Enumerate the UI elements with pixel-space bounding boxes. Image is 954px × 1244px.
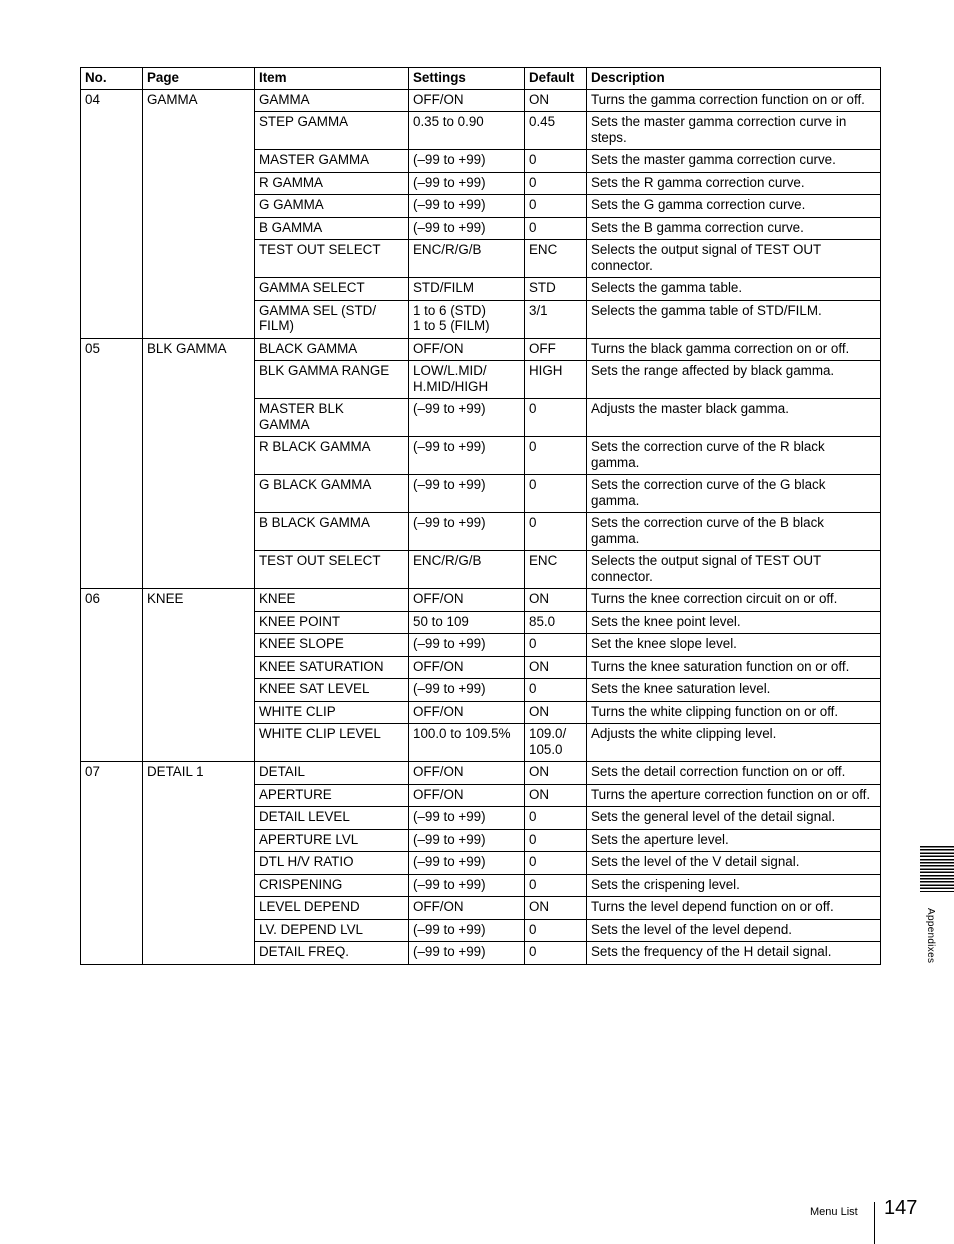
footer-section-name: Menu List — [810, 1206, 858, 1218]
cell-default: ON — [525, 897, 587, 920]
header-page: Page — [143, 68, 255, 90]
header-settings: Settings — [409, 68, 525, 90]
cell-description: Turns the black gamma correction on or off. — [587, 338, 881, 361]
cell-description: Turns the knee saturation function on or off. — [587, 656, 881, 679]
cell-description: Sets the aperture level. — [587, 829, 881, 852]
cell-item: KNEE SATURATION — [255, 656, 409, 679]
cell-description: Adjusts the master black gamma. — [587, 399, 881, 437]
cell-description: Selects the output signal of TEST OUT connector. — [587, 240, 881, 278]
cell-settings: (–99 to +99) — [409, 942, 525, 965]
table-body — [81, 89, 881, 964]
table-row — [81, 89, 881, 112]
cell-default: 85.0 — [525, 611, 587, 634]
cell-description: Adjusts the white clipping level. — [587, 724, 881, 762]
cell-default: ON — [525, 656, 587, 679]
table-header-row — [81, 68, 881, 90]
cell-item: DETAIL FREQ. — [255, 942, 409, 965]
cell-page: BLK GAMMA — [143, 338, 255, 589]
cell-settings: (–99 to +99) — [409, 634, 525, 657]
cell-settings: 50 to 109 — [409, 611, 525, 634]
cell-no: 06 — [81, 589, 143, 762]
cell-default: 0 — [525, 919, 587, 942]
cell-page: DETAIL 1 — [143, 762, 255, 965]
cell-settings: OFF/ON — [409, 762, 525, 785]
cell-settings: (–99 to +99) — [409, 874, 525, 897]
cell-item: BLK GAMMA RANGE — [255, 361, 409, 399]
cell-default: ON — [525, 784, 587, 807]
cell-no: 05 — [81, 338, 143, 589]
cell-default: 0 — [525, 852, 587, 875]
cell-item: KNEE — [255, 589, 409, 612]
cell-item: LV. DEPEND LVL — [255, 919, 409, 942]
cell-item: R BLACK GAMMA — [255, 437, 409, 475]
cell-no: 04 — [81, 89, 143, 338]
cell-description: Sets the knee saturation level. — [587, 679, 881, 702]
cell-item: TEST OUT SELECT — [255, 551, 409, 589]
header-item: Item — [255, 68, 409, 90]
cell-default: 0 — [525, 195, 587, 218]
cell-description: Selects the gamma table. — [587, 278, 881, 301]
cell-settings: OFF/ON — [409, 656, 525, 679]
cell-description: Sets the general level of the detail signal. — [587, 807, 881, 830]
cell-description: Sets the detail correction function on or off. — [587, 762, 881, 785]
cell-item: DTL H/V RATIO — [255, 852, 409, 875]
cell-description: Sets the frequency of the H detail signal. — [587, 942, 881, 965]
cell-settings: ENC/R/G/B — [409, 551, 525, 589]
cell-settings: (–99 to +99) — [409, 852, 525, 875]
section-tab-label: Appendixes — [925, 908, 936, 964]
cell-item: CRISPENING — [255, 874, 409, 897]
cell-item: B GAMMA — [255, 217, 409, 240]
cell-settings: (–99 to +99) — [409, 399, 525, 437]
cell-settings: (–99 to +99) — [409, 195, 525, 218]
cell-settings: (–99 to +99) — [409, 150, 525, 173]
cell-default: HIGH — [525, 361, 587, 399]
cell-default: ENC — [525, 551, 587, 589]
menu-list-table — [80, 67, 881, 965]
cell-item: KNEE SLOPE — [255, 634, 409, 657]
cell-settings: (–99 to +99) — [409, 679, 525, 702]
table-row — [81, 338, 881, 361]
cell-default: OFF — [525, 338, 587, 361]
cell-default: 0 — [525, 874, 587, 897]
cell-description: Sets the correction curve of the B black gamma. — [587, 513, 881, 551]
cell-description: Turns the white clipping function on or off. — [587, 701, 881, 724]
cell-description: Sets the level of the V detail signal. — [587, 852, 881, 875]
cell-item: WHITE CLIP — [255, 701, 409, 724]
cell-default: ON — [525, 701, 587, 724]
cell-description: Selects the gamma table of STD/FILM. — [587, 300, 881, 338]
cell-item: BLACK GAMMA — [255, 338, 409, 361]
cell-item: KNEE POINT — [255, 611, 409, 634]
cell-description: Turns the gamma correction function on or off. — [587, 89, 881, 112]
cell-default: STD — [525, 278, 587, 301]
cell-settings: OFF/ON — [409, 338, 525, 361]
cell-default: 0 — [525, 513, 587, 551]
cell-default: ON — [525, 762, 587, 785]
table-row — [81, 589, 881, 612]
cell-settings: OFF/ON — [409, 89, 525, 112]
cell-default: 0 — [525, 942, 587, 965]
cell-description: Sets the correction curve of the G black gamma. — [587, 475, 881, 513]
cell-item: GAMMA SEL (STD/ FILM) — [255, 300, 409, 338]
cell-item: STEP GAMMA — [255, 112, 409, 150]
cell-settings: 1 to 6 (STD) 1 to 5 (FILM) — [409, 300, 525, 338]
cell-description: Turns the aperture correction function on or off. — [587, 784, 881, 807]
page-number: 147 — [884, 1197, 918, 1219]
cell-default: ENC — [525, 240, 587, 278]
cell-settings: (–99 to +99) — [409, 172, 525, 195]
cell-description: Sets the G gamma correction curve. — [587, 195, 881, 218]
cell-description: Sets the level of the level depend. — [587, 919, 881, 942]
cell-default: 0 — [525, 217, 587, 240]
cell-settings: LOW/L.MID/ H.MID/HIGH — [409, 361, 525, 399]
cell-no: 07 — [81, 762, 143, 965]
cell-description: Sets the crispening level. — [587, 874, 881, 897]
cell-settings: OFF/ON — [409, 589, 525, 612]
cell-settings: OFF/ON — [409, 701, 525, 724]
cell-page: GAMMA — [143, 89, 255, 338]
header-description: Description — [587, 68, 881, 90]
cell-item: G GAMMA — [255, 195, 409, 218]
cell-settings: (–99 to +99) — [409, 919, 525, 942]
cell-page: KNEE — [143, 589, 255, 762]
cell-item: R GAMMA — [255, 172, 409, 195]
cell-settings: (–99 to +99) — [409, 437, 525, 475]
cell-default: 0 — [525, 475, 587, 513]
cell-description: Turns the level depend function on or off. — [587, 897, 881, 920]
header-default: Default — [525, 68, 587, 90]
cell-item: TEST OUT SELECT — [255, 240, 409, 278]
header-no: No. — [81, 68, 143, 90]
table-row — [81, 762, 881, 785]
cell-item: GAMMA — [255, 89, 409, 112]
cell-settings: STD/FILM — [409, 278, 525, 301]
cell-item: APERTURE LVL — [255, 829, 409, 852]
cell-item: LEVEL DEPEND — [255, 897, 409, 920]
cell-description: Sets the master gamma correction curve in steps. — [587, 112, 881, 150]
cell-default: 0 — [525, 172, 587, 195]
footer-divider — [874, 1202, 875, 1244]
cell-description: Turns the knee correction circuit on or off. — [587, 589, 881, 612]
cell-description: Set the knee slope level. — [587, 634, 881, 657]
cell-item: MASTER BLK GAMMA — [255, 399, 409, 437]
cell-default: 0.45 — [525, 112, 587, 150]
cell-item: MASTER GAMMA — [255, 150, 409, 173]
cell-settings: 100.0 to 109.5% — [409, 724, 525, 762]
section-tab-marker — [920, 846, 954, 892]
cell-settings: (–99 to +99) — [409, 475, 525, 513]
cell-item: GAMMA SELECT — [255, 278, 409, 301]
cell-default: ON — [525, 589, 587, 612]
cell-item: DETAIL LEVEL — [255, 807, 409, 830]
cell-default: 109.0/ 105.0 — [525, 724, 587, 762]
cell-description: Sets the master gamma correction curve. — [587, 150, 881, 173]
cell-default: 0 — [525, 150, 587, 173]
cell-default: 0 — [525, 807, 587, 830]
cell-settings: OFF/ON — [409, 784, 525, 807]
cell-settings: 0.35 to 0.90 — [409, 112, 525, 150]
cell-description: Sets the knee point level. — [587, 611, 881, 634]
cell-item: G BLACK GAMMA — [255, 475, 409, 513]
cell-default: 0 — [525, 634, 587, 657]
cell-default: 3/1 — [525, 300, 587, 338]
cell-default: 0 — [525, 829, 587, 852]
cell-description: Selects the output signal of TEST OUT connector. — [587, 551, 881, 589]
cell-item: WHITE CLIP LEVEL — [255, 724, 409, 762]
cell-default: 0 — [525, 399, 587, 437]
cell-item: KNEE SAT LEVEL — [255, 679, 409, 702]
cell-description: Sets the B gamma correction curve. — [587, 217, 881, 240]
cell-default: ON — [525, 89, 587, 112]
cell-item: DETAIL — [255, 762, 409, 785]
cell-item: APERTURE — [255, 784, 409, 807]
cell-item: B BLACK GAMMA — [255, 513, 409, 551]
cell-settings: (–99 to +99) — [409, 829, 525, 852]
cell-default: 0 — [525, 679, 587, 702]
cell-description: Sets the R gamma correction curve. — [587, 172, 881, 195]
cell-settings: (–99 to +99) — [409, 217, 525, 240]
cell-settings: (–99 to +99) — [409, 513, 525, 551]
cell-settings: ENC/R/G/B — [409, 240, 525, 278]
cell-description: Sets the range affected by black gamma. — [587, 361, 881, 399]
cell-default: 0 — [525, 437, 587, 475]
cell-settings: (–99 to +99) — [409, 807, 525, 830]
cell-description: Sets the correction curve of the R black gamma. — [587, 437, 881, 475]
cell-settings: OFF/ON — [409, 897, 525, 920]
